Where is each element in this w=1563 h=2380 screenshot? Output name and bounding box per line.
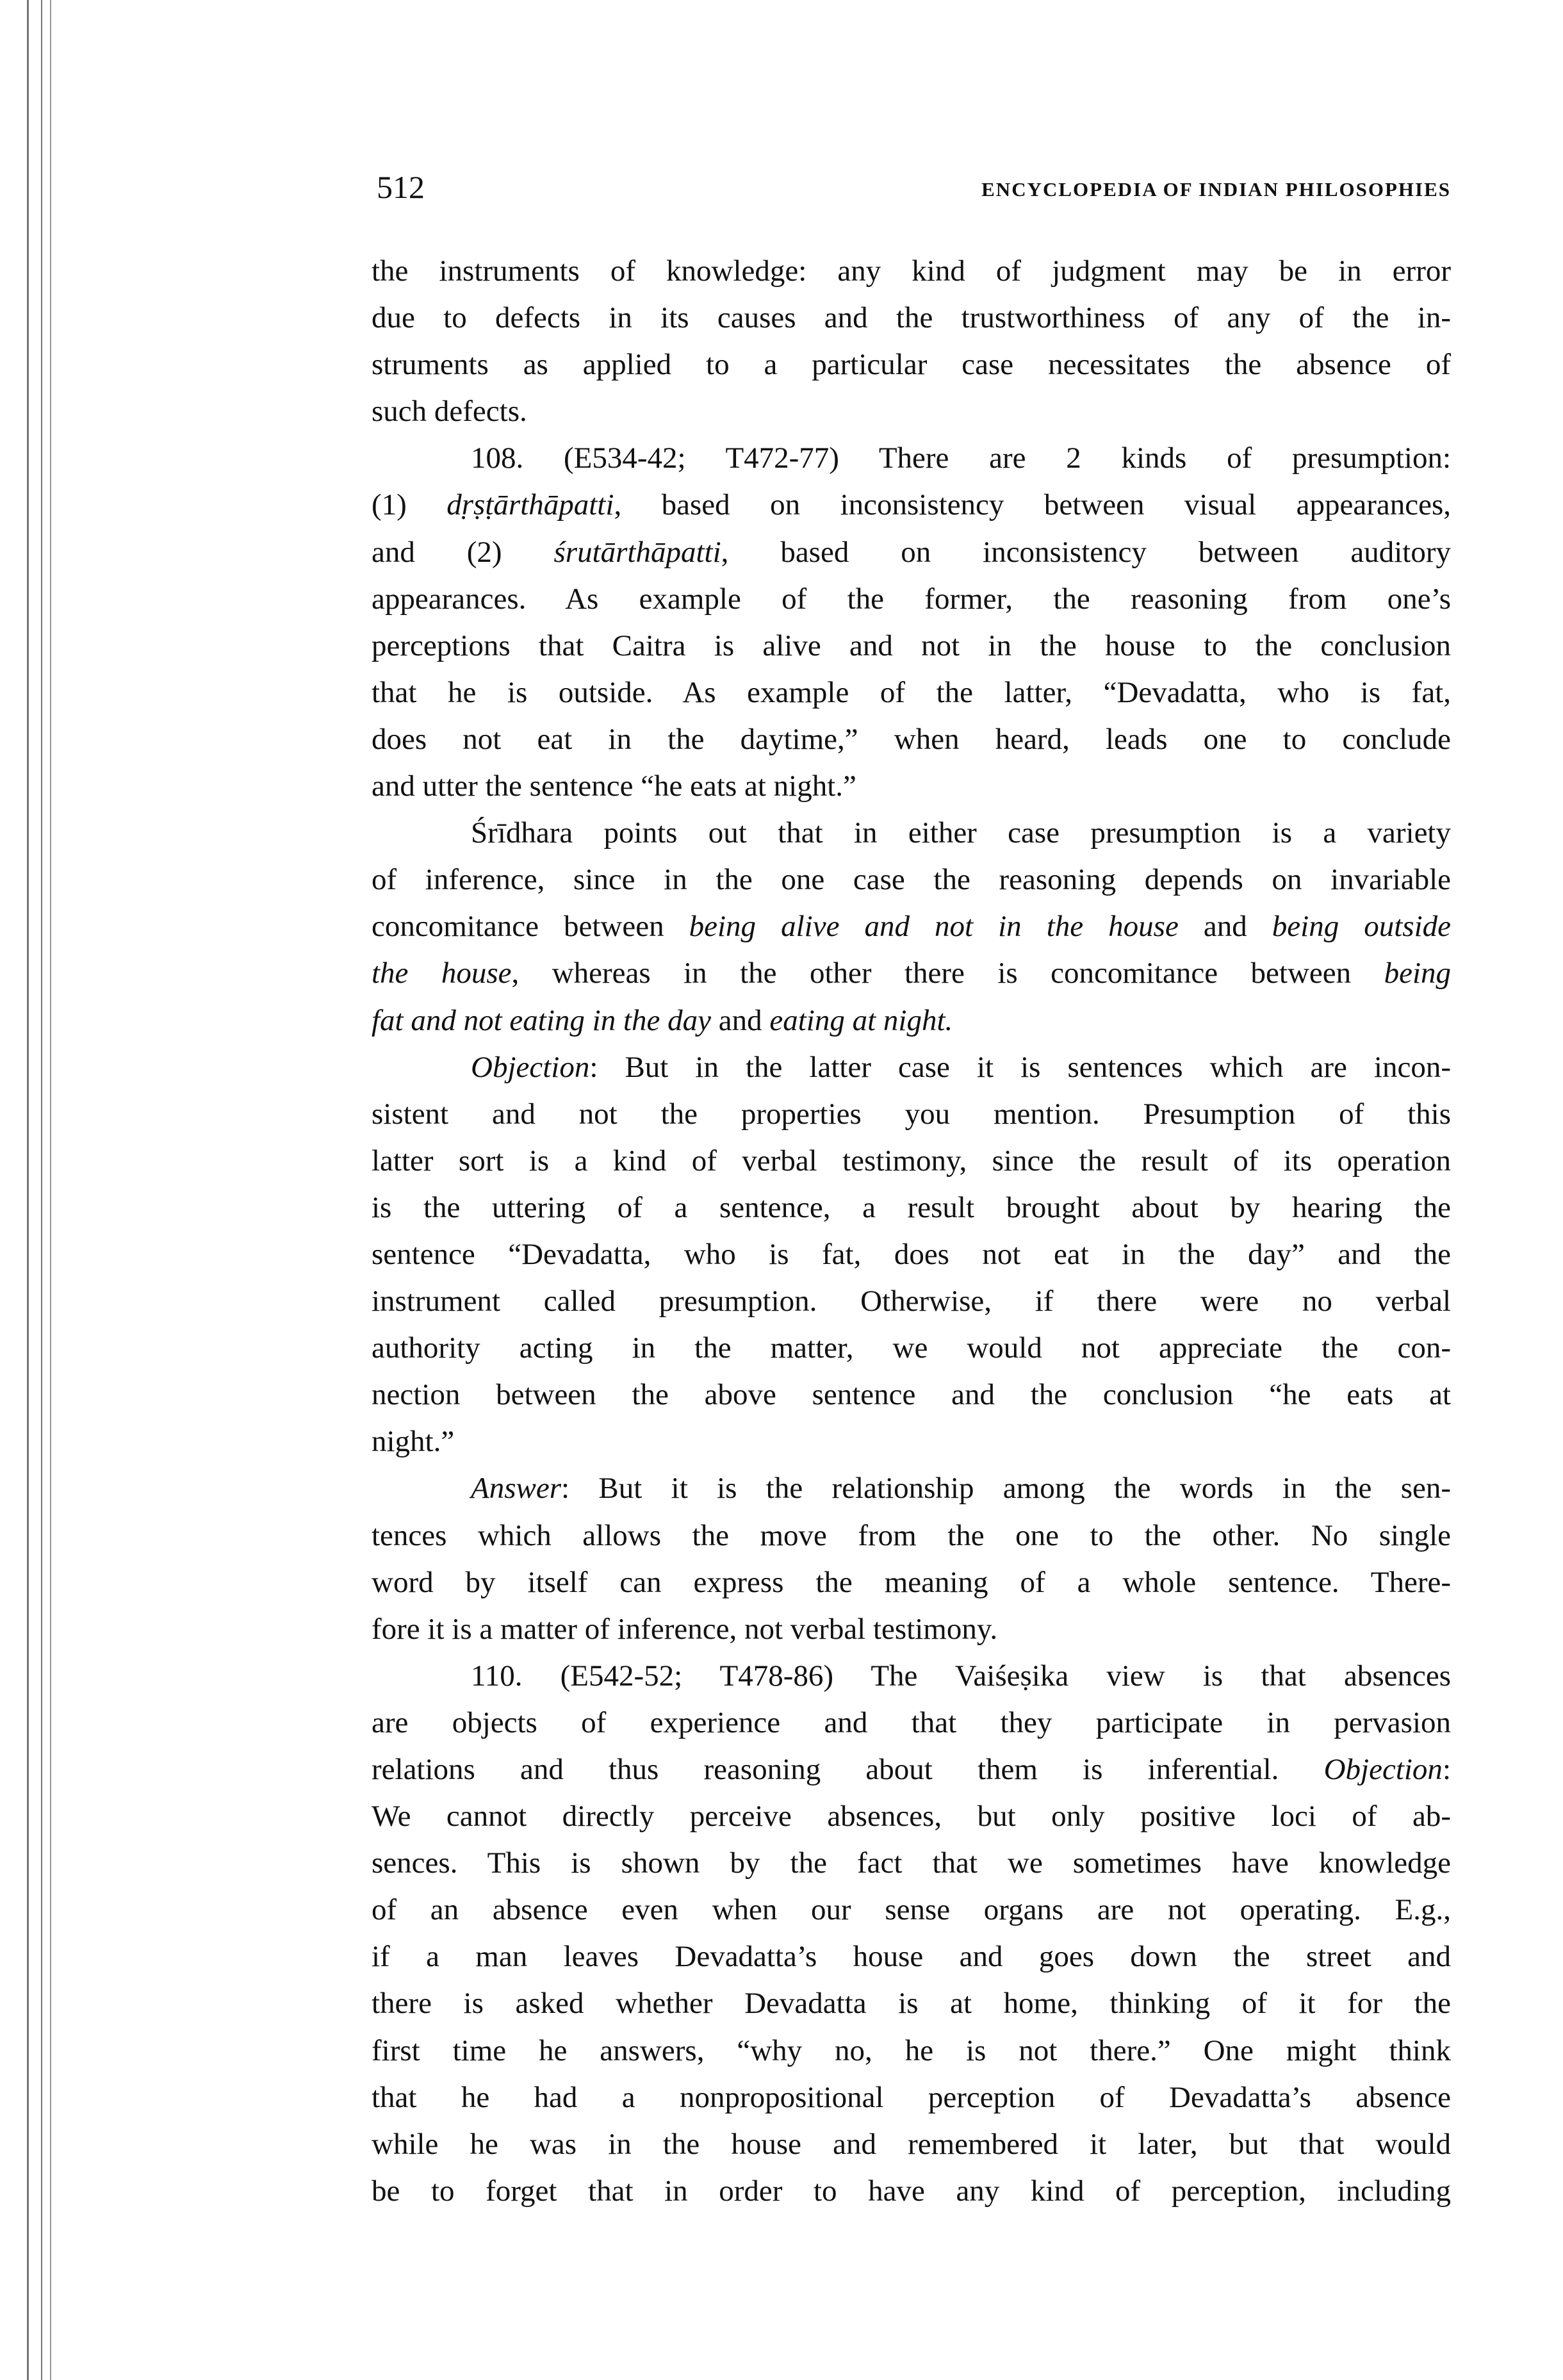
text-line [372,623,1451,669]
text-segment: of an absence even when our sense organs are not operating. E.g., [372,1893,1451,1927]
italic-text: being alive and not in the house [689,910,1179,944]
text-segment: (1) [372,488,447,522]
text-segment: instrument called presumption. Otherwise, if there were no verbal [372,1284,1451,1318]
page-number: 512 [377,169,425,205]
paragraph [372,810,1451,1044]
text-segment: does not eat in the daytime,” when heard, leads one to conclude [372,722,1451,756]
text-segment: nection between the above sentence and the conclusion “he eats at [372,1378,1451,1412]
text-segment: relations and thus reasoning about them is inferential. [372,1753,1324,1786]
text-line [372,248,1451,295]
text-segment: latter sort is a kind of verbal testimony, since the result of its operation [372,1144,1451,1178]
book-binding-line [50,0,51,2380]
text-line [372,1091,1451,1138]
italic-text: eating at night. [769,1003,953,1037]
text-segment: sentence “Devadatta, who is fat, does not eat in the day” and the [372,1237,1451,1271]
text-segment: word by itself can express the meaning of a whole sentence. There- [372,1565,1451,1599]
italic-text: fat and not eating in the day [372,1003,711,1037]
text-segment: : [1442,1753,1451,1786]
text-segment: , whereas in the other there is concomitance between [511,956,1384,990]
running-head: ENCYCLOPEDIA OF INDIAN PHILOSOPHIES [981,178,1451,201]
italic-text: Answer [471,1472,561,1506]
text-line [372,2121,1451,2168]
text-segment: Śrīdhara points out that in either case presumption is a variety [471,816,1451,850]
text-segment: that he is outside. As example of the latter, “Devadatta, who is fat, [372,675,1451,709]
italic-text: Objection [1323,1753,1443,1786]
italic-text: śrutārthāpatti [553,535,721,569]
paragraph [372,1465,1451,1652]
text-segment: appearances. As example of the former, the reasoning from one’s [372,582,1451,616]
text-line [372,716,1451,763]
paragraph [372,435,1451,810]
text-segment: due to defects in its causes and the trustworthiness of any of the in- [372,301,1451,335]
text-line [372,1325,1451,1372]
text-segment: while he was in the house and remembered it later, but that would [372,2127,1451,2161]
text-segment: first time he answers, “why no, he is not there.” One might think [372,2033,1451,2067]
text-segment: and (2) [372,535,554,569]
text-segment: fore it is a matter of inference, not verbal testimony. [372,1612,998,1646]
text-segment: : But it is the relationship among the words in the sen- [561,1472,1451,1506]
text-line [372,1980,1451,2027]
text-line [372,295,1451,341]
text-line [372,1700,1451,1746]
text-line [372,1278,1451,1325]
text-line [372,576,1451,623]
text-line [372,1185,1451,1231]
text-line [372,997,1451,1044]
italic-text: being outside [1272,910,1452,944]
text-segment: are objects of experience and that they participate in pervasion [372,1705,1451,1739]
book-binding-line [41,0,42,2380]
text-line [372,1138,1451,1185]
text-segment: that he had a nonpropositional perception of Devadatta’s absence [372,2080,1451,2114]
text-line [372,810,1451,857]
text-segment: We cannot directly perceive absences, but only positive loci of ab- [372,1800,1451,1834]
text-segment: sistent and not the properties you mention. Presumption of this [372,1097,1451,1131]
text-line [372,1418,1451,1465]
text-line [372,1793,1451,1840]
text-line [372,1653,1451,1700]
text-line [372,763,1451,810]
text-segment: , based on inconsistency between visual appearances, [614,488,1451,522]
text-line [372,435,1451,482]
text-line [372,529,1451,576]
text-segment: night.” [372,1425,455,1459]
text-line [372,669,1451,716]
text-segment: be to forget that in order to have any kind of perception, including [372,2174,1451,2208]
text-line [372,2168,1451,2215]
paragraph [372,1044,1451,1466]
text-segment: and [711,1003,770,1037]
book-binding-line [27,0,29,2380]
text-line [372,950,1451,997]
italic-text: being [1384,956,1451,990]
italic-text: Objection [471,1050,590,1084]
text-segment: , based on inconsistency between auditory [721,535,1451,569]
italic-text: dṛṣṭārthāpatti [446,488,614,522]
text-line [372,1231,1451,1278]
text-line [372,1372,1451,1418]
text-segment: : But in the latter case it is sentences which are incon- [589,1050,1451,1084]
paragraph [372,248,1451,435]
text-line [372,1933,1451,1980]
text-line [372,903,1451,950]
text-line [372,2028,1451,2074]
text-segment: and [1178,910,1272,944]
text-line [372,388,1451,435]
text-segment: concomitance between [372,910,689,944]
text-line [372,341,1451,388]
text-segment: such defects. [372,395,527,429]
text-segment: 110. (E542-52; T478-86) The Vaiśeṣika view is that absences [471,1659,1451,1693]
text-line [372,857,1451,903]
text-segment: sences. This is shown by the fact that we sometimes have knowledge [372,1846,1451,1880]
text-line [372,2074,1451,2121]
text-line [372,1887,1451,1933]
text-line [372,1513,1451,1559]
text-line [372,1746,1451,1793]
text-segment: authority acting in the matter, we would not appreciate the con- [372,1331,1451,1365]
text-line [372,1840,1451,1887]
text-segment: if a man leaves Devadatta’s house and goes down the street and [372,1940,1451,1974]
text-line [372,1559,1451,1606]
text-segment: struments as applied to a particular case necessitates the absence of [372,348,1451,382]
text-segment: 108. (E534-42; T472-77) There are 2 kinds of presumption: [471,441,1451,475]
text-line [372,1606,1451,1653]
text-segment: and utter the sentence “he eats at night.” [372,769,856,803]
text-segment: of inference, since in the one case the reasoning depends on invariable [372,863,1451,897]
text-segment: is the uttering of a sentence, a result brought about by hearing the [372,1190,1451,1224]
paragraph [372,1653,1451,2215]
italic-text: the house [372,956,512,990]
text-segment: the instruments of knowledge: any kind of judgment may be in error [372,254,1451,288]
text-segment: perceptions that Caitra is alive and not in the house to the conclusion [372,628,1451,662]
body-text [372,248,1451,2215]
text-line [372,1044,1451,1091]
text-line [372,1465,1451,1512]
text-segment: tences which allows the move from the one to the other. No single [372,1518,1451,1552]
text-segment: there is asked whether Devadatta is at home, thinking of it for the [372,1987,1451,2021]
text-line [372,482,1451,529]
